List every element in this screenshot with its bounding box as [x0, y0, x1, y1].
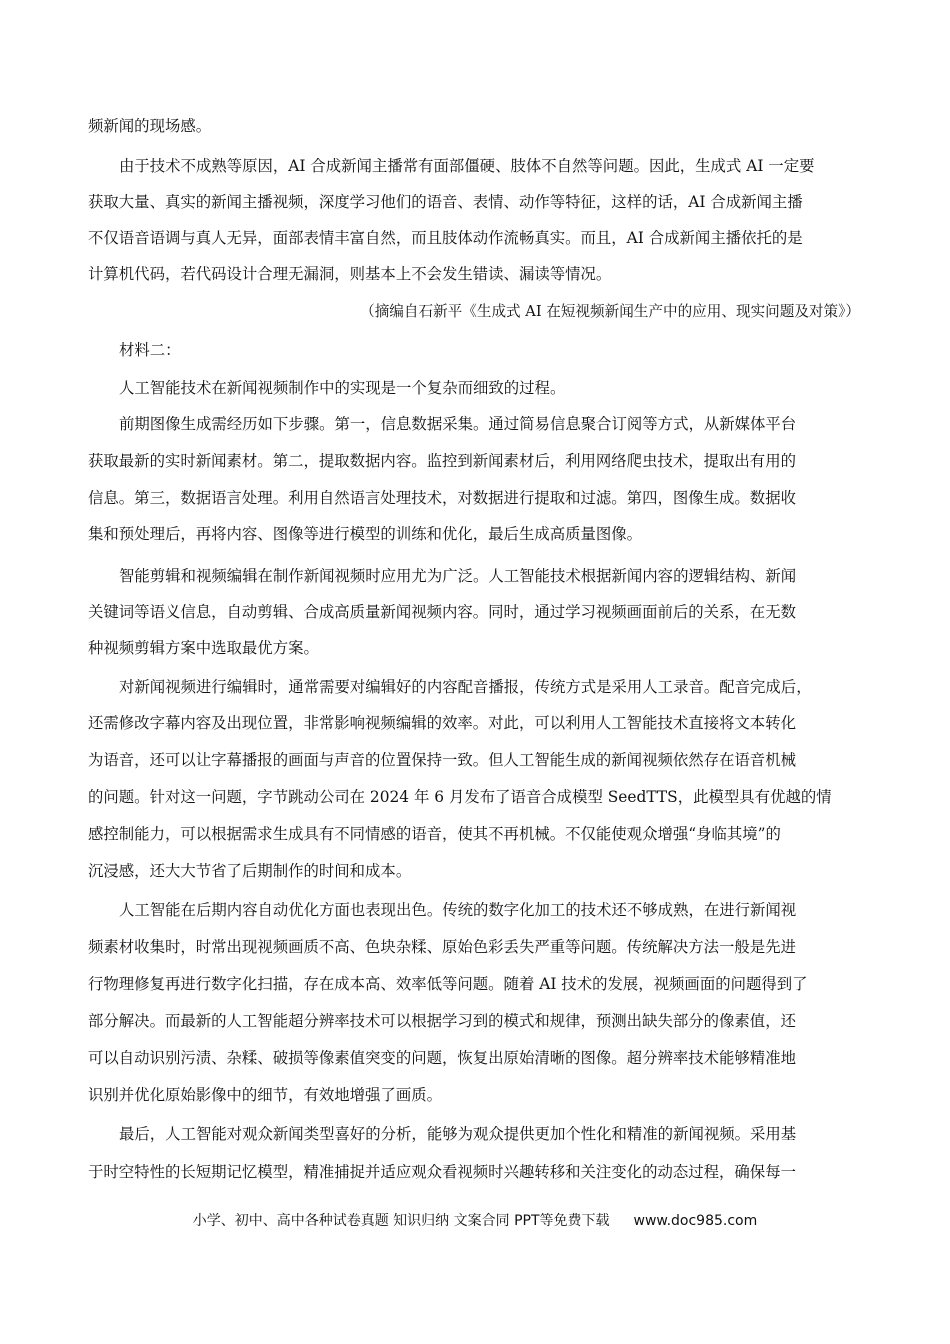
- paragraph-continuation-line: 频新闻的现场感。: [88, 117, 212, 135]
- paragraph-line: 不仅语音语调与真人无异，面部表情丰富自然，而且肢体动作流畅真实。而且，AI 合成新闻主播依托的是: [88, 229, 803, 247]
- paragraph-line: 计算机代码，若代码设计合理无漏洞，则基本上不会发生错读、漏读等情况。: [88, 265, 612, 283]
- footer-text: 小学、初中、高中各种试卷真题 知识归纳 文案合同 PPT等免费下载: [192, 1213, 610, 1229]
- page-footer: [0, 1211, 950, 1231]
- paragraph-line: 前期图像生成需经历如下步骤。第一，信息数据采集。通过简易信息聚合订阅等方式，从新媒体平台: [119, 415, 797, 433]
- paragraph-line: 沉浸感，还大大节省了后期制作的时间和成本。: [88, 862, 412, 880]
- paragraph-line: 对新闻视频进行编辑时，通常需要对编辑好的内容配音播报，传统方式是采用人工录音。配音完成后，: [119, 678, 812, 696]
- section-heading: 材料二：: [119, 341, 181, 359]
- paragraph-line: 智能剪辑和视频编辑在制作新闻视频时应用尤为广泛。人工智能技术根据新闻内容的逻辑结构、新闻: [119, 567, 797, 585]
- paragraph-line: 人工智能在后期内容自动优化方面也表现出色。传统的数字化加工的技术还不够成熟，在进行新闻视: [119, 901, 797, 919]
- paragraph-line: 集和预处理后，再将内容、图像等进行模型的训练和优化，最后生成高质量图像。: [88, 525, 643, 543]
- paragraph-line: 信息。第三，数据语言处理。利用自然语言处理技术，对数据进行提取和过滤。第四，图像生成。数据收: [88, 489, 796, 507]
- paragraph-line: 由于技术不成熟等原因，AI 合成新闻主播常有面部僵硬、肢体不自然等问题。因此，生成式 AI 一定要: [119, 157, 815, 175]
- paragraph-line: 获取大量、真实的新闻主播视频，深度学习他们的语音、表情、动作等特征，这样的话，AI 合成新闻主播: [88, 193, 803, 211]
- source-citation: （摘编自石新平《生成式 AI 在短视频新闻生产中的应用、现实问题及对策》）: [360, 303, 860, 320]
- paragraph-line: 种视频剪辑方案中选取最优方案。: [88, 639, 319, 657]
- footer-site-link[interactable]: www.doc985.com: [633, 1213, 758, 1229]
- paragraph-line: 获取最新的实时新闻素材。第二，提取数据内容。监控到新闻素材后，利用网络爬虫技术，提取出有用的: [88, 452, 796, 470]
- paragraph-line: 频素材收集时，时常出现视频画质不高、色块杂糅、原始色彩丢失严重等问题。传统解决方法一般是先进: [88, 938, 796, 956]
- paragraph-line: 的问题。针对这一问题，字节跳动公司在 2024 年 6 月发布了语音合成模型 SeedTTS，此模型具有优越的情: [88, 788, 832, 806]
- paragraph-line: 部分解决。而最新的人工智能超分辨率技术可以根据学习到的模式和规律，预测出缺失部分的像素值，还: [88, 1012, 796, 1030]
- paragraph-line: 为语音，还可以让字幕播报的画面与声音的位置保持一致。但人工智能生成的新闻视频依然存在语音机械: [88, 751, 796, 769]
- paragraph-line: 可以自动识别污渍、杂糅、破损等像素值突变的问题，恢复出原始清晰的图像。超分辨率技术能够精准地: [88, 1049, 796, 1067]
- paragraph-line: 关键词等语义信息，自动剪辑、合成高质量新闻视频内容。同时，通过学习视频画面前后的关系，在无数: [88, 603, 796, 621]
- paragraph-line: 于时空特性的长短期记忆模型，精准捕捉并适应观众看视频时兴趣转移和关注变化的动态过程，确保每一: [88, 1163, 796, 1181]
- paragraph-line: 感控制能力，可以根据需求生成具有不同情感的语音，使其不再机械。不仅能使观众增强“身临其境”的: [88, 825, 781, 843]
- paragraph-line: 行物理修复再进行数字化扫描，存在成本高、效率低等问题。随着 AI 技术的发展，视频画面的问题得到了: [88, 975, 808, 993]
- paragraph-line: 还需修改字幕内容及出现位置，非常影响视频编辑的效率。对此，可以利用人工智能技术直接将文本转化: [88, 714, 796, 732]
- paragraph-line: 识别并优化原始影像中的细节，有效地增强了画质。: [88, 1086, 442, 1104]
- paragraph-line: 最后，人工智能对观众新闻类型喜好的分析，能够为观众提供更加个性化和精准的新闻视频。采用基: [119, 1125, 797, 1143]
- paragraph-line: 人工智能技术在新闻视频制作中的实现是一个复杂而细致的过程。: [119, 379, 566, 397]
